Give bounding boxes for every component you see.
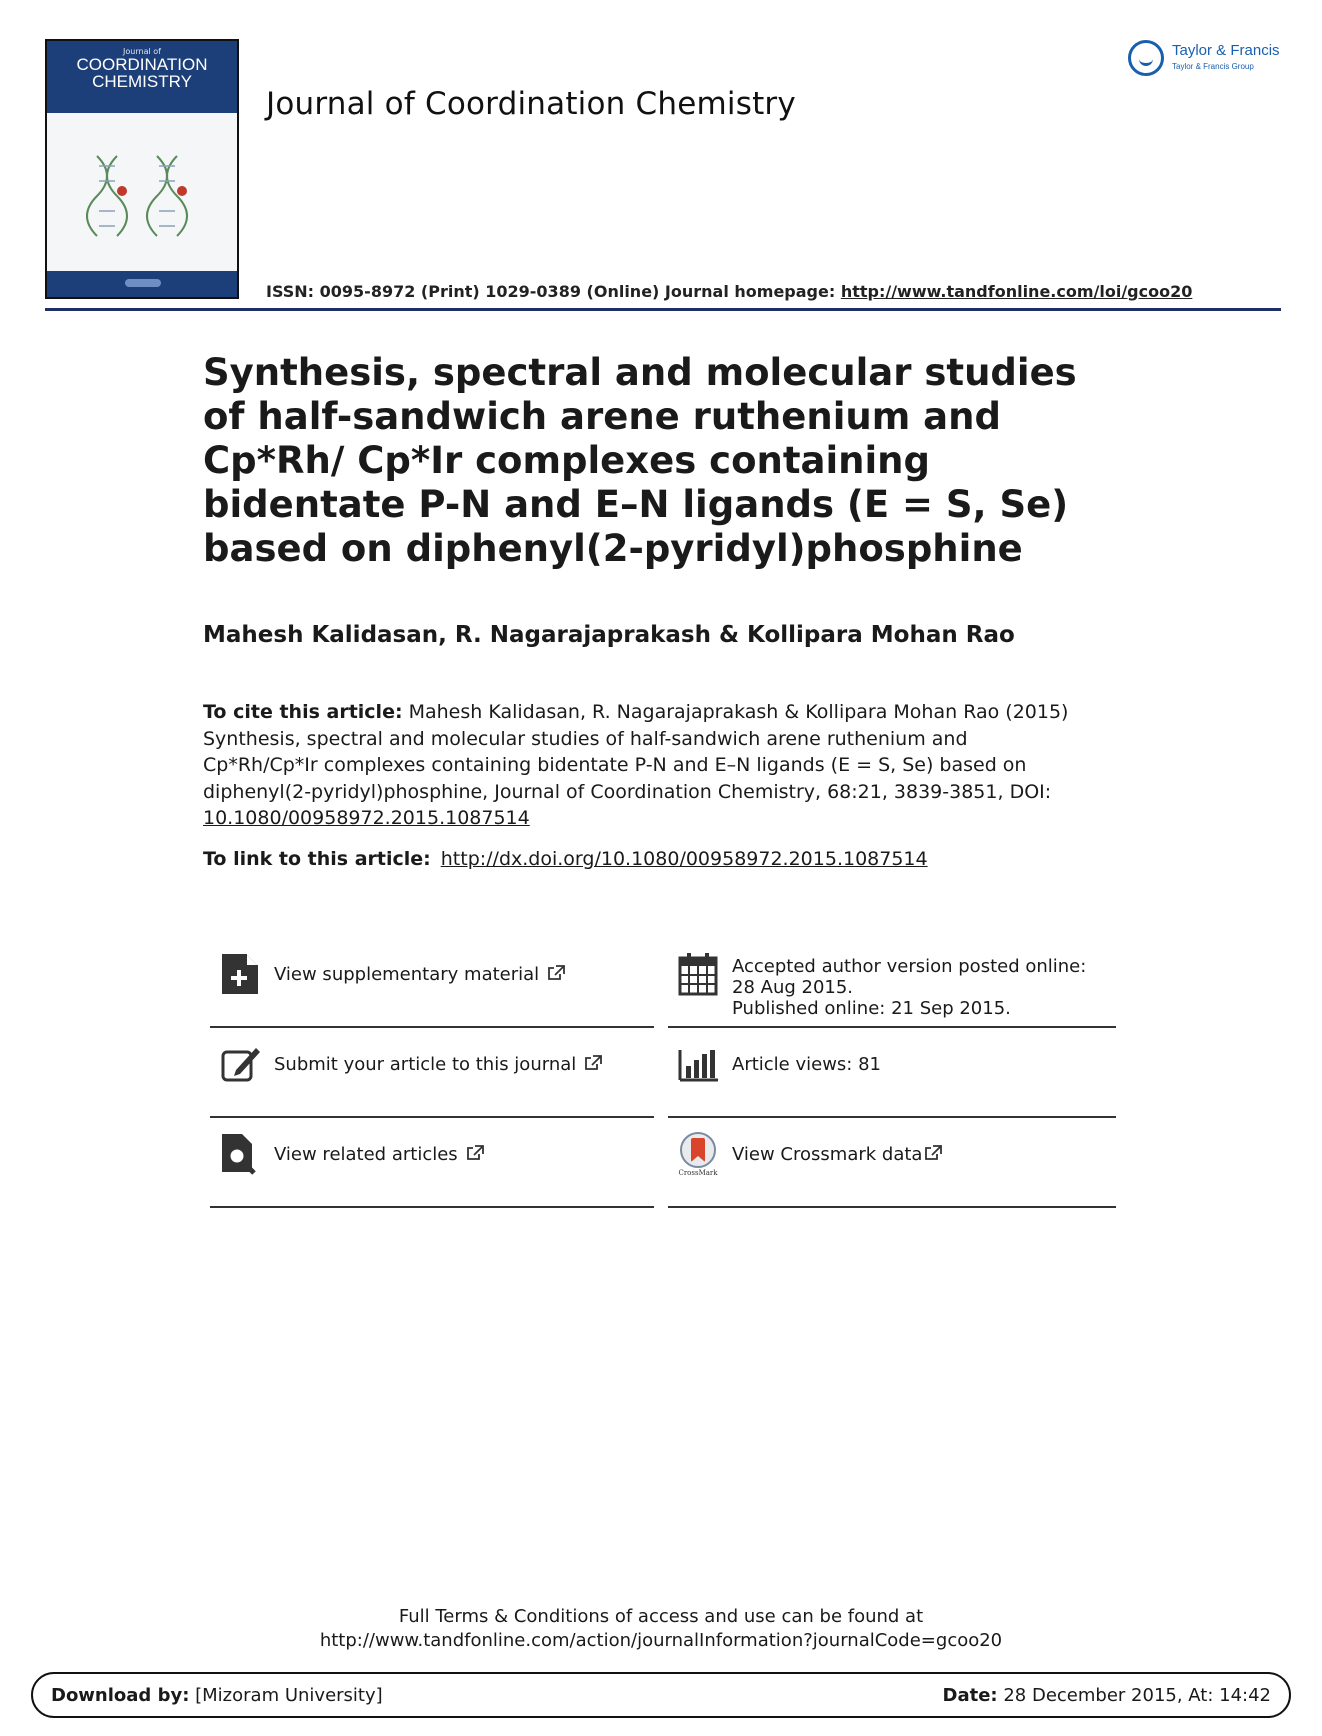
document-search-icon — [220, 1132, 260, 1176]
calendar-icon — [678, 952, 718, 996]
external-link-icon — [547, 965, 565, 981]
publisher-emblem-icon — [1128, 40, 1164, 76]
download-info-bar — [31, 1672, 1291, 1718]
related-articles-label: View related articles — [274, 1144, 458, 1165]
journal-homepage-link[interactable]: http://www.tandfonline.com/loi/gcoo20 — [840, 282, 1193, 301]
article-title: Synthesis, spectral and molecular studies of half-sandwich arene ruthenium and Cp*Rh/ Cp*Ir complexes containing bidentate P-N and E–N ligands (E = S, Se) based on diphenyl(2-pyridyl)phosphine — [203, 351, 1077, 570]
cover-of-text: Journal of — [123, 47, 161, 56]
crossmark-icon — [678, 1132, 718, 1176]
accepted-date-text: Accepted author version posted online: 28 Aug 2015. — [732, 956, 1087, 998]
download-date — [943, 1685, 1271, 1706]
related-articles-link[interactable] — [274, 1144, 484, 1165]
crossmark-cell[interactable] — [668, 1120, 1116, 1208]
crossmark-caption: CrossMark — [678, 1169, 718, 1176]
crossmark-label: View Crossmark data — [732, 1144, 923, 1165]
article-link-label: To link to this article: — [203, 848, 431, 870]
article-authors: Mahesh Kalidasan, R. Nagarajaprakash & Kollipara Mohan Rao — [203, 622, 1015, 648]
cover-footer-band — [47, 271, 237, 297]
external-link-icon — [466, 1145, 484, 1161]
taylor-francis-logo[interactable] — [1128, 38, 1288, 78]
publication-dates-cell — [668, 940, 1116, 1028]
crossmark-link[interactable] — [732, 1144, 942, 1165]
article-views-text: Article views: 81 — [732, 1054, 881, 1075]
cover-title-line2: CHEMISTRY — [92, 72, 192, 91]
submit-article-cell[interactable] — [210, 1030, 654, 1118]
related-articles-cell[interactable] — [210, 1120, 654, 1208]
download-date-label: Date: — [942, 1685, 998, 1706]
view-supplementary-label: View supplementary material — [274, 964, 540, 985]
document-plus-icon — [220, 952, 260, 996]
download-by-label: Download by: — [51, 1685, 190, 1706]
bar-chart-icon — [678, 1042, 718, 1086]
cover-molecule-illustration — [77, 151, 207, 241]
edit-pencil-icon — [220, 1042, 260, 1086]
citation-doi-link[interactable]: 10.1080/00958972.2015.1087514 — [203, 807, 530, 829]
terms-url[interactable]: http://www.tandfonline.com/action/journalInformation?journalCode=gcoo20 — [319, 1630, 1003, 1651]
citation-text: Mahesh Kalidasan, R. Nagarajaprakash & Kollipara Mohan Rao (2015) Synthesis, spectral and molecular studies of half-sandwich arene ruthenium and Cp*Rh/Cp*Ir complexes containing bidentate P-N and E–N ligands (E = S, Se) based on diphenyl(2-pyridyl)phosphine, Journal of Coordination Chemistry, 68:21, 3839-3851, DOI: — [203, 701, 1069, 803]
download-date-value: 28 December 2015, At: 14:42 — [997, 1685, 1271, 1706]
external-link-icon — [584, 1055, 602, 1071]
download-by — [51, 1685, 383, 1706]
view-supplementary-link[interactable] — [274, 964, 565, 985]
journal-name: Journal of Coordination Chemistry — [266, 86, 796, 122]
submit-article-link[interactable] — [274, 1054, 602, 1075]
journal-cover-image — [45, 39, 239, 299]
download-by-value: [Mizoram University] — [189, 1685, 383, 1706]
view-supplementary-cell[interactable] — [210, 940, 654, 1028]
citation-label: To cite this article: — [203, 701, 403, 723]
header-divider — [45, 308, 1281, 311]
publisher-name: Taylor & Francis — [1172, 42, 1280, 59]
publication-dates-text — [732, 956, 1112, 1019]
cover-title-band — [47, 41, 237, 113]
article-doi-url[interactable]: http://dx.doi.org/10.1080/00958972.2015.1087514 — [440, 848, 928, 870]
citation-block — [203, 699, 1083, 832]
cover-publisher-logo — [125, 279, 161, 287]
issn-text: ISSN: 0095-8972 (Print) 1029-0389 (Online) Journal homepage: — [266, 282, 841, 301]
external-link-icon — [924, 1145, 942, 1161]
terms-line-1: Full Terms & Conditions of access and use can be found at — [398, 1606, 924, 1627]
submit-article-label: Submit your article to this journal — [274, 1054, 577, 1075]
published-date-text: Published online: 21 Sep 2015. — [732, 998, 1011, 1019]
publisher-group: Taylor & Francis Group — [1172, 62, 1254, 71]
article-link-line — [203, 848, 928, 870]
cover-title-line1: COORDINATION — [76, 55, 208, 74]
issn-line — [266, 282, 1192, 301]
article-views-cell — [668, 1030, 1116, 1118]
terms-and-conditions — [0, 1605, 1322, 1653]
